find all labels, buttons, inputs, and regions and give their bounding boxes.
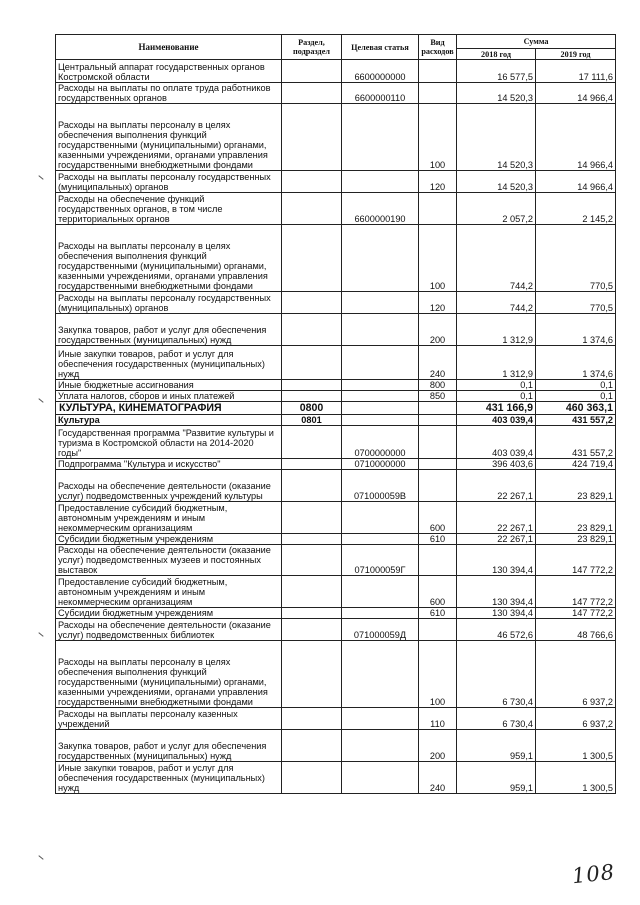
table-row [56, 346, 616, 380]
row-target-code [342, 534, 419, 545]
row-section-code [282, 391, 342, 402]
row-name: Субсидии бюджетным учреждениям [56, 608, 282, 619]
row-target-code: 071000059В [342, 470, 419, 502]
row-target-code [342, 391, 419, 402]
row-name: Расходы на обеспечение деятельности (оказание услуг) подведомственных учреждений культуры [56, 470, 282, 502]
row-target-code: 0700000000 [342, 426, 419, 459]
header-target: Целевая статья [342, 35, 419, 60]
table-row [56, 83, 616, 104]
table-row [56, 459, 616, 470]
row-section-code [282, 459, 342, 470]
row-amount-2019: 14 966,4 [536, 83, 616, 104]
row-amount-2018: 1 312,9 [457, 346, 536, 380]
row-section-code [282, 225, 342, 292]
row-amount-2019: 1 374,6 [536, 314, 616, 346]
row-expense-kind: 610 [419, 608, 457, 619]
table-row [56, 708, 616, 730]
row-target-code [342, 730, 419, 762]
row-expense-kind: 240 [419, 346, 457, 380]
row-name: Культура [56, 415, 282, 426]
budget-table [55, 34, 616, 794]
table-row [56, 415, 616, 426]
row-section-code [282, 346, 342, 380]
row-amount-2019: 23 829,1 [536, 534, 616, 545]
row-amount-2019: 770,5 [536, 225, 616, 292]
header-year-2018: 2018 год [457, 49, 536, 60]
row-name: Расходы на выплаты персоналу в целях обеспечения выполнения функций государственными (муниципальными) органами, казенными учреждениями, органами управления государственными внебюджетными фондами [56, 104, 282, 171]
row-expense-kind [419, 619, 457, 641]
row-amount-2018: 959,1 [457, 730, 536, 762]
row-expense-kind: 200 [419, 730, 457, 762]
row-name: Предоставление субсидий бюджетным, автономным учреждениям и иным некоммерческим организациям [56, 576, 282, 608]
row-amount-2018: 0,1 [457, 391, 536, 402]
row-amount-2019: 424 719,4 [536, 459, 616, 470]
row-section-code [282, 641, 342, 708]
row-section-code [282, 502, 342, 534]
row-expense-kind: 120 [419, 292, 457, 314]
row-expense-kind [419, 459, 457, 470]
row-name: Субсидии бюджетным учреждениям [56, 534, 282, 545]
row-expense-kind: 600 [419, 502, 457, 534]
row-target-code [342, 708, 419, 730]
row-amount-2018: 6 730,4 [457, 641, 536, 708]
row-name: Иные бюджетные ассигнования [56, 380, 282, 391]
row-amount-2019: 14 966,4 [536, 171, 616, 193]
row-expense-kind: 100 [419, 225, 457, 292]
table-row [56, 470, 616, 502]
row-amount-2019: 1 300,5 [536, 762, 616, 794]
row-amount-2018: 130 394,4 [457, 576, 536, 608]
row-name: Расходы на обеспечение функций государственных органов, в том числе территориальных органов [56, 193, 282, 225]
row-expense-kind [419, 545, 457, 576]
table-row [56, 545, 616, 576]
row-name: Расходы на выплаты персоналу в целях обеспечения выполнения функций государственными (муниципальными) органами, казенными учреждениями, органами управления государственными внебюджетными фондами [56, 225, 282, 292]
row-amount-2019: 147 772,2 [536, 576, 616, 608]
row-section-code: 0800 [282, 402, 342, 415]
table-row [56, 60, 616, 83]
table-row [56, 380, 616, 391]
row-expense-kind: 110 [419, 708, 457, 730]
margin-tick-mark [38, 632, 43, 637]
row-amount-2018: 431 166,9 [457, 402, 536, 415]
row-section-code [282, 730, 342, 762]
row-amount-2019: 1 300,5 [536, 730, 616, 762]
row-amount-2018: 14 520,3 [457, 171, 536, 193]
row-target-code [342, 576, 419, 608]
row-amount-2019: 2 145,2 [536, 193, 616, 225]
row-amount-2019: 0,1 [536, 391, 616, 402]
row-name: Предоставление субсидий бюджетным, автономным учреждениям и иным некоммерческим организациям [56, 502, 282, 534]
row-amount-2018: 1 312,9 [457, 314, 536, 346]
row-amount-2018: 403 039,4 [457, 426, 536, 459]
row-section-code [282, 60, 342, 83]
row-expense-kind: 800 [419, 380, 457, 391]
row-amount-2018: 0,1 [457, 380, 536, 391]
row-target-code: 071000059Г [342, 545, 419, 576]
row-target-code [342, 314, 419, 346]
row-amount-2019: 14 966,4 [536, 104, 616, 171]
row-name: Расходы на выплаты персоналу в целях обеспечения выполнения функций государственными (муниципальными) органами, казенными учреждениями, органами управления государственными внебюджетными фондами [56, 641, 282, 708]
row-name: Центральный аппарат государственных органов Костромской области [56, 60, 282, 83]
row-amount-2018: 46 572,6 [457, 619, 536, 641]
row-amount-2019: 147 772,2 [536, 545, 616, 576]
row-amount-2019: 431 557,2 [536, 415, 616, 426]
row-target-code: 6600000000 [342, 60, 419, 83]
row-target-code [342, 171, 419, 193]
row-expense-kind: 200 [419, 314, 457, 346]
row-expense-kind: 120 [419, 171, 457, 193]
row-amount-2018: 22 267,1 [457, 534, 536, 545]
row-expense-kind: 240 [419, 762, 457, 794]
table-row [56, 608, 616, 619]
row-name: Расходы на выплаты по оплате труда работников государственных органов [56, 83, 282, 104]
row-expense-kind [419, 60, 457, 83]
row-amount-2019: 460 363,1 [536, 402, 616, 415]
table-row [56, 762, 616, 794]
row-expense-kind: 600 [419, 576, 457, 608]
table-header [56, 35, 616, 60]
row-expense-kind [419, 193, 457, 225]
row-expense-kind [419, 83, 457, 104]
row-amount-2019: 6 937,2 [536, 708, 616, 730]
row-section-code [282, 534, 342, 545]
table-row [56, 391, 616, 402]
margin-tick-mark [38, 175, 43, 180]
margin-tick-mark [38, 855, 43, 860]
row-section-code [282, 608, 342, 619]
row-expense-kind [419, 402, 457, 415]
table-row [56, 171, 616, 193]
table-row [56, 314, 616, 346]
row-amount-2018: 22 267,1 [457, 502, 536, 534]
row-section-code [282, 619, 342, 641]
row-amount-2018: 22 267,1 [457, 470, 536, 502]
row-amount-2019: 6 937,2 [536, 641, 616, 708]
header-year-2019: 2019 год [536, 49, 616, 60]
row-amount-2018: 959,1 [457, 762, 536, 794]
row-target-code [342, 415, 419, 426]
row-section-code [282, 470, 342, 502]
table-row [56, 619, 616, 641]
row-name: Расходы на выплаты персоналу государственных (муниципальных) органов [56, 292, 282, 314]
row-amount-2018: 2 057,2 [457, 193, 536, 225]
row-section-code [282, 576, 342, 608]
table-row [56, 225, 616, 292]
row-name: Закупка товаров, работ и услуг для обеспечения государственных (муниципальных) нужд [56, 730, 282, 762]
row-amount-2019: 147 772,2 [536, 608, 616, 619]
handwritten-page-number: 108 [570, 859, 617, 889]
row-name: КУЛЬТУРА, КИНЕМАТОГРАФИЯ [56, 402, 282, 415]
row-section-code [282, 314, 342, 346]
row-target-code [342, 380, 419, 391]
row-expense-kind [419, 470, 457, 502]
row-amount-2019: 431 557,2 [536, 426, 616, 459]
row-amount-2019: 17 111,6 [536, 60, 616, 83]
row-target-code: 0710000000 [342, 459, 419, 470]
row-amount-2019: 23 829,1 [536, 470, 616, 502]
row-amount-2018: 16 577,5 [457, 60, 536, 83]
row-expense-kind: 850 [419, 391, 457, 402]
table-row [56, 402, 616, 415]
row-section-code: 0801 [282, 415, 342, 426]
row-name: Расходы на обеспечение деятельности (оказание услуг) подведомственных библиотек [56, 619, 282, 641]
row-target-code [342, 225, 419, 292]
row-name: Государственная программа "Развитие культуры и туризма в Костромской области на 2014-2020 годы" [56, 426, 282, 459]
row-name: Расходы на выплаты персоналу государственных (муниципальных) органов [56, 171, 282, 193]
row-target-code [342, 608, 419, 619]
row-amount-2019: 23 829,1 [536, 502, 616, 534]
row-name: Подпрограмма "Культура и искусство" [56, 459, 282, 470]
row-amount-2019: 770,5 [536, 292, 616, 314]
row-target-code [342, 402, 419, 415]
row-section-code [282, 545, 342, 576]
row-target-code [342, 346, 419, 380]
row-section-code [282, 104, 342, 171]
table-row [56, 730, 616, 762]
row-expense-kind [419, 426, 457, 459]
header-kind: Вид расходов [419, 35, 457, 60]
row-section-code [282, 708, 342, 730]
row-expense-kind: 610 [419, 534, 457, 545]
row-target-code: 071000059Д [342, 619, 419, 641]
row-section-code [282, 171, 342, 193]
row-amount-2018: 744,2 [457, 292, 536, 314]
row-section-code [282, 83, 342, 104]
row-target-code [342, 762, 419, 794]
row-amount-2018: 744,2 [457, 225, 536, 292]
row-amount-2018: 14 520,3 [457, 83, 536, 104]
table-row [56, 292, 616, 314]
table-body [56, 60, 616, 794]
table-row [56, 193, 616, 225]
row-amount-2018: 130 394,4 [457, 545, 536, 576]
row-name: Уплата налогов, сборов и иных платежей [56, 391, 282, 402]
row-target-code [342, 292, 419, 314]
row-target-code [342, 502, 419, 534]
table-row [56, 104, 616, 171]
row-section-code [282, 193, 342, 225]
row-name: Закупка товаров, работ и услуг для обеспечения государственных (муниципальных) нужд [56, 314, 282, 346]
row-target-code: 6600000110 [342, 83, 419, 104]
row-section-code [282, 380, 342, 391]
row-amount-2018: 6 730,4 [457, 708, 536, 730]
row-expense-kind [419, 415, 457, 426]
row-amount-2019: 1 374,6 [536, 346, 616, 380]
row-name: Иные закупки товаров, работ и услуг для обеспечения государственных (муниципальных) нужд [56, 762, 282, 794]
row-target-code: 6600000190 [342, 193, 419, 225]
row-name: Расходы на выплаты персоналу казенных учреждений [56, 708, 282, 730]
table-row [56, 534, 616, 545]
table-row [56, 641, 616, 708]
row-amount-2019: 48 766,6 [536, 619, 616, 641]
row-section-code [282, 762, 342, 794]
row-name: Расходы на обеспечение деятельности (оказание услуг) подведомственных музеев и постоянных выставок [56, 545, 282, 576]
row-name: Иные закупки товаров, работ и услуг для обеспечения государственных (муниципальных) нужд [56, 346, 282, 380]
margin-tick-mark [38, 398, 43, 403]
table-row [56, 502, 616, 534]
table-row [56, 576, 616, 608]
row-section-code [282, 426, 342, 459]
row-expense-kind: 100 [419, 641, 457, 708]
row-target-code [342, 104, 419, 171]
row-target-code [342, 641, 419, 708]
row-expense-kind: 100 [419, 104, 457, 171]
row-amount-2018: 14 520,3 [457, 104, 536, 171]
row-section-code [282, 292, 342, 314]
header-sum: Сумма [457, 35, 616, 49]
header-section: Раздел, подраздел [282, 35, 342, 60]
row-amount-2018: 130 394,4 [457, 608, 536, 619]
header-name: Наименование [56, 35, 282, 60]
row-amount-2018: 403 039,4 [457, 415, 536, 426]
row-amount-2019: 0,1 [536, 380, 616, 391]
row-amount-2018: 396 403,6 [457, 459, 536, 470]
table-row [56, 426, 616, 459]
